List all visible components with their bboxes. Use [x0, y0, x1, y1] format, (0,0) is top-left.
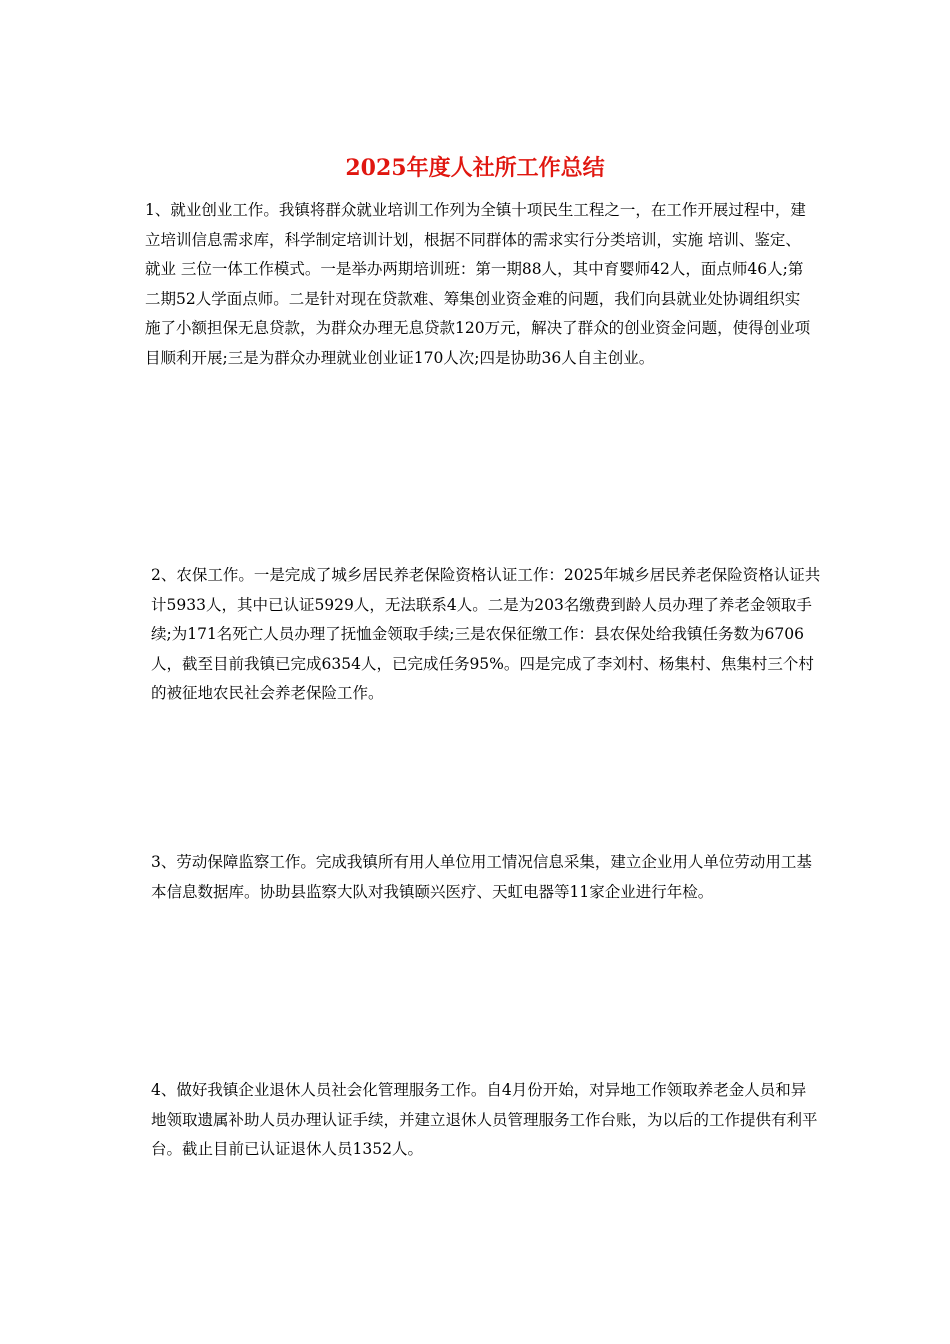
paragraph-employment: 1、就业创业工作。我镇将群众就业培训工作列为全镇十项民生工程之一，在工作开展过程中，建立培训信息需求库，科学制定培训计划，根据不同群体的需求实行分类培训，实施 培训、鉴定、就业 三位一体工作模式。一是举办两期培训班：第一期88人，其中育婴师42人，面点师46人;第二期52人学面点师。二是针对现在贷款难、筹集创业资金难的问题，我们向县就业处协调组织实施了小额担保无息贷款，为群众办理无息贷款120万元，解决了群众的创业资金问题，使得创业项目顺利开展;三是为群众办理就业创业证170人次;四是协助36人自主创业。 — [145, 201, 811, 367]
document-title: 2025年度人社所工作总结 — [345, 155, 605, 181]
paragraph-labor-inspection: 3、劳动保障监察工作。完成我镇所有用人单位用工情况信息采集，建立企业用人单位劳动用工基本信息数据库。协助县监察大队对我镇颐兴医疗、天虹电器等11家企业进行年检。 — [151, 853, 812, 901]
paragraph-rural-insurance: 2、农保工作。一是完成了城乡居民养老保险资格认证工作：2025年城乡居民养老保险资格认证共计5933人，其中已认证5929人，无法联系4人。二是为203名缴费到龄人员办理了养老金领取手续;为171名死亡人员办理了抚恤金领取手续;三是农保征缴工作：县农保处给我镇任务数为6706人，截至目前我镇已完成6354人，已完成任务95%。四是完成了李刘村、杨集村、焦集村三个村的被征地农民社会养老保险工作。 — [151, 566, 821, 702]
paragraph-retiree-management: 4、做好我镇企业退休人员社会化管理服务工作。自4月份开始，对异地工作领取养老金人员和异地领取遗属补助人员办理认证手续，并建立退休人员管理服务工作台账，为以后的工作提供有利平台。截止目前已认证退休人员1352人。 — [151, 1081, 818, 1158]
